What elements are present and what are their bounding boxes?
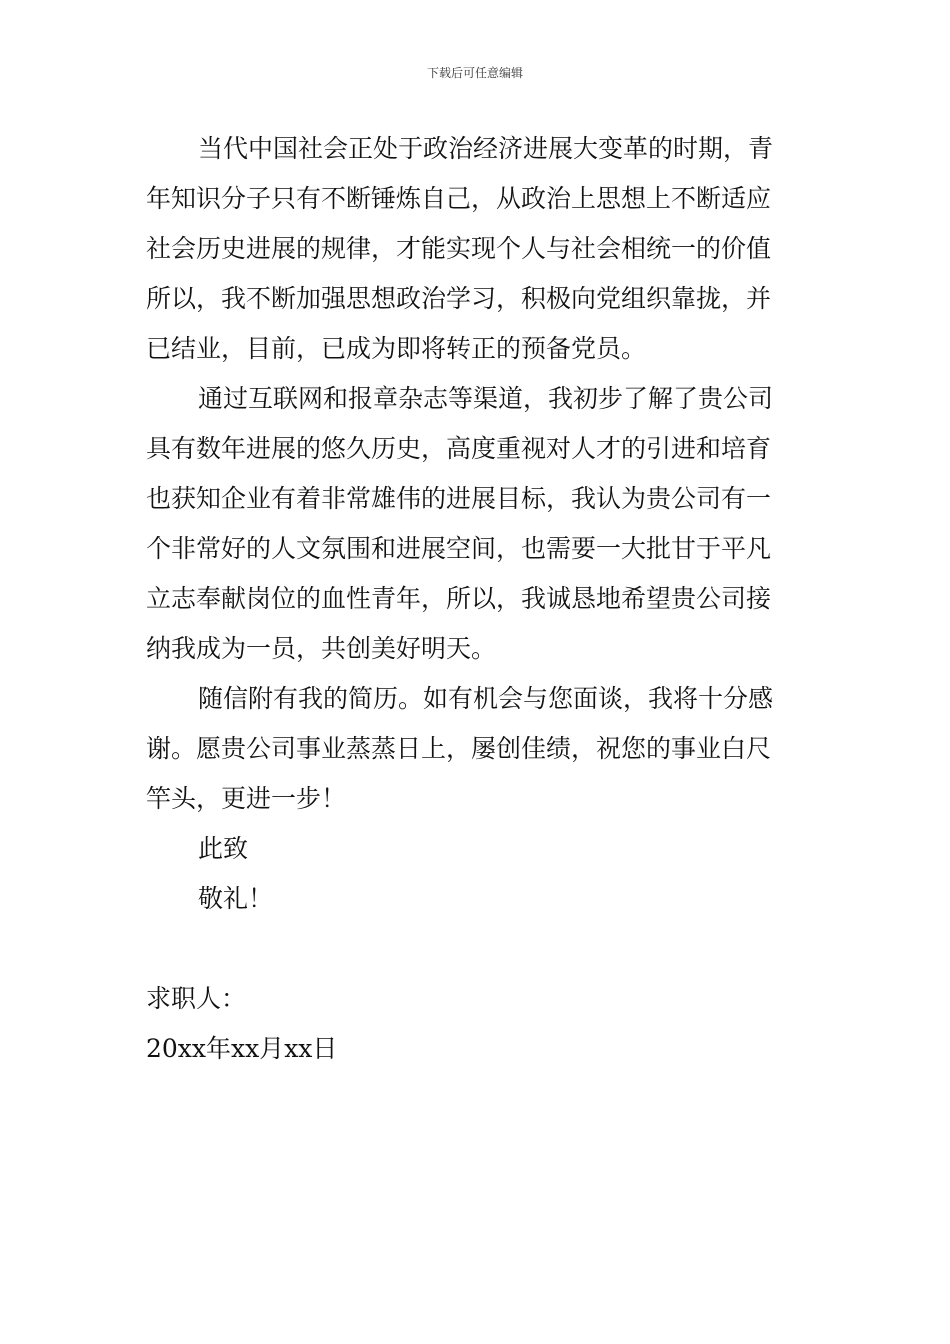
paragraph-line: 纳我成为一员，共创美好明天。 (146, 634, 497, 663)
paragraph-3 (146, 674, 806, 824)
closing-salutation: 此致 (198, 834, 249, 863)
blank-line (146, 924, 806, 974)
paragraph-line: 谢。愿贵公司事业蒸蒸日上，屡创佳绩，祝您的事业白尺 (146, 734, 772, 763)
paragraph-2 (146, 374, 806, 674)
paragraph-line: 已结业，目前，已成为即将转正的预备党员。 (146, 334, 647, 363)
paragraph-line: 年知识分子只有不断锤炼自己，从政治上思想上不断适应 (146, 184, 772, 213)
paragraph-line: 所以，我不断加强思想政治学习，积极向党组织靠拢，并 (146, 284, 772, 313)
page-header-note: 下载后可任意编辑 (426, 66, 523, 80)
paragraph-line: 通过互联网和报章杂志等渠道，我初步了解了贵公司 (198, 384, 774, 413)
closing-regards: 敬礼！ (198, 884, 274, 913)
paragraph-line: 个非常好的人文氛围和进展空间，也需要一大批甘于平凡 (146, 534, 772, 563)
letter-body (146, 124, 806, 1074)
paragraph-line: 也获知企业有着非常雄伟的进展目标，我认为贵公司有一 (146, 484, 772, 513)
applicant-label: 求职人： (146, 984, 247, 1013)
paragraph-line: 社会历史进展的规律，才能实现个人与社会相统一的价值 (146, 234, 772, 263)
paragraph-line: 随信附有我的简历。如有机会与您面谈，我将十分感 (198, 684, 774, 713)
paragraph-line: 当代中国社会正处于政治经济进展大变革的时期，青 (198, 134, 774, 163)
letter-date: 20xx年xx月xx日 (146, 1034, 338, 1063)
paragraph-1 (146, 124, 806, 374)
paragraph-line: 具有数年进展的悠久历史，高度重视对人才的引进和培育 (146, 434, 772, 463)
paragraph-line: 立志奉献岗位的血性青年，所以，我诚恳地希望贵公司接 (146, 584, 772, 613)
paragraph-line: 竿头，更进一步！ (146, 784, 347, 813)
